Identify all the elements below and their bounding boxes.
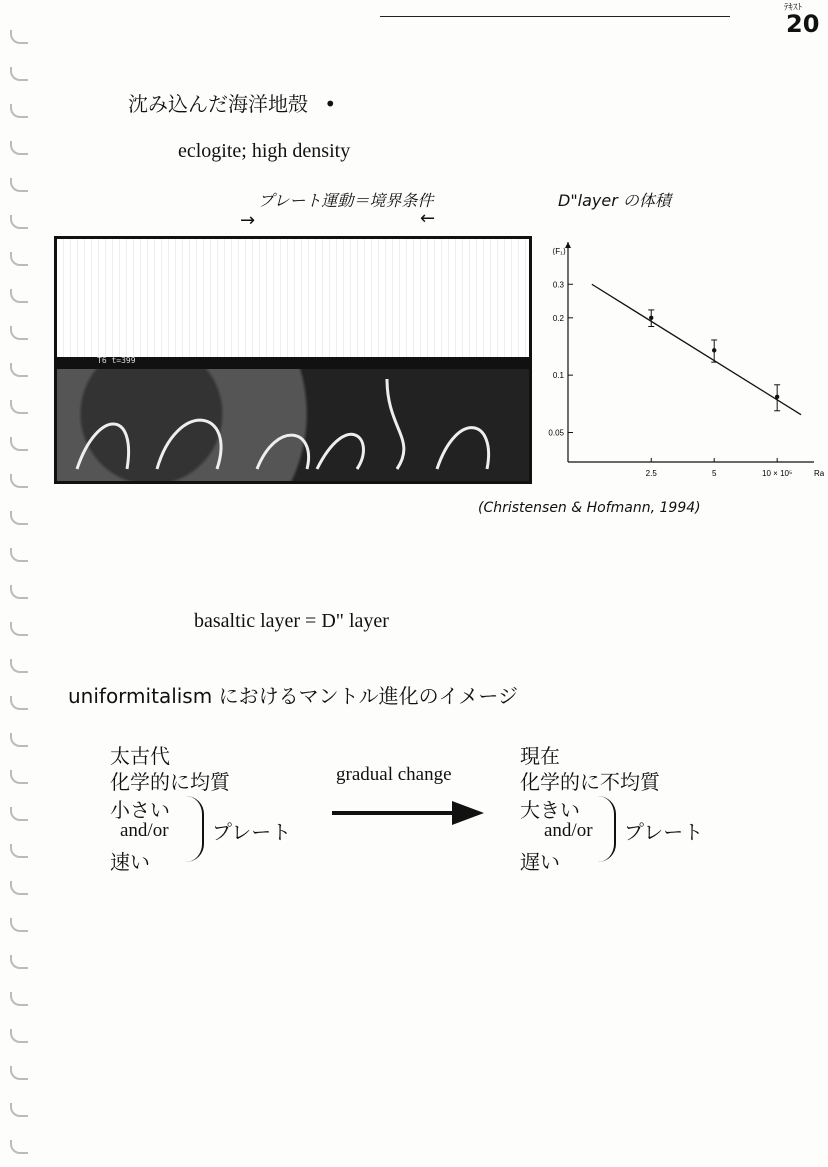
binder-ring <box>10 215 28 229</box>
left-size: 小さい <box>110 798 170 822</box>
section1-title-text: 沈み込んだ海洋地殻 <box>128 92 308 116</box>
x-tick-label: 2.5 <box>645 469 657 478</box>
left-plate: プレート <box>212 820 292 844</box>
section3-title: uniformitalism におけるマントル進化のイメージ <box>68 684 518 708</box>
binder-ring <box>10 30 28 44</box>
left-speed: 速い <box>110 850 150 874</box>
right-plate: プレート <box>624 820 704 844</box>
plate-motion-note: プレート運動＝境界条件 <box>258 191 434 210</box>
y-tick-label: 0.3 <box>552 280 564 290</box>
data-point <box>649 316 653 320</box>
data-point <box>775 395 779 399</box>
sim-swirls <box>57 369 529 481</box>
binder-ring <box>10 1103 28 1117</box>
section1-title <box>128 88 336 117</box>
binder-ring <box>10 289 28 303</box>
left-era: 太古代 <box>110 744 170 768</box>
left-andor: and/or <box>120 820 169 841</box>
fit-line <box>592 284 801 414</box>
binder-ring <box>10 363 28 377</box>
right-andor: and/or <box>544 820 593 841</box>
binder-ring <box>10 1029 28 1043</box>
x-tick-label: 5 <box>711 469 717 478</box>
arrow-right-note: → <box>240 210 256 231</box>
binder-ring <box>10 178 28 192</box>
binder-ring <box>10 992 28 1006</box>
binder-ring <box>10 770 28 784</box>
dlayer-volume-note: D"layer の体積 <box>558 191 671 210</box>
binder-ring <box>10 844 28 858</box>
x-axis-label: Ra <box>814 469 824 478</box>
binder-ring <box>10 622 28 636</box>
arrow-left-note: ← <box>420 208 436 229</box>
binder-ring <box>10 252 28 266</box>
left-chem: 化学的に均質 <box>110 770 230 794</box>
binder-ring <box>10 918 28 932</box>
binder-ring <box>10 1140 28 1154</box>
right-bracket <box>598 796 616 862</box>
page-number: 20 <box>786 10 820 38</box>
y-tick-label: 0.05 <box>548 428 564 438</box>
binder-ring <box>10 955 28 969</box>
binder-ring <box>10 437 28 451</box>
gradual-change-arrow <box>330 798 486 828</box>
binder-ring <box>10 733 28 747</box>
binder-ring <box>10 326 28 340</box>
binder-ring <box>10 696 28 710</box>
binder-ring <box>10 67 28 81</box>
right-speed: 遅い <box>520 850 560 874</box>
right-chem: 化学的に不均質 <box>520 770 660 794</box>
x-tick-label: 10 × 10⁵ <box>762 469 793 478</box>
mantle-convection-figure <box>54 236 532 484</box>
y-tick-label: 0.1 <box>552 371 564 381</box>
right-era: 現在 <box>520 744 560 768</box>
binder-ring <box>10 104 28 118</box>
binder-ring <box>10 548 28 562</box>
binder-ring <box>10 807 28 821</box>
sim-label: T6 t=399 <box>97 356 136 365</box>
basaltic-equation: basaltic layer = D" layer <box>194 610 389 632</box>
binder-ring <box>10 659 28 673</box>
header-lines <box>380 10 730 17</box>
y-axis-label: ⟨F₁⟩ <box>552 247 566 256</box>
binder-ring <box>10 400 28 414</box>
citation: (Christensen & Hofmann, 1994) <box>478 500 701 516</box>
right-size: 大きい <box>520 798 580 822</box>
data-point <box>712 348 716 352</box>
dlayer-chart <box>534 234 824 484</box>
bullet: • <box>324 92 337 116</box>
binder-ring <box>10 881 28 895</box>
binder-ring <box>10 474 28 488</box>
corner-mark: ﾃｷｽﾄ <box>784 3 803 13</box>
binder-ring <box>10 141 28 155</box>
sim-upper-mantle <box>57 239 529 357</box>
binder-ring <box>10 585 28 599</box>
binder-ring <box>10 511 28 525</box>
section1-subtitle: eclogite; high density <box>178 140 351 162</box>
sim-boundary-band <box>57 357 529 369</box>
sim-lower-mantle <box>57 369 529 481</box>
left-bracket <box>186 796 204 862</box>
gradual-change-label: gradual change <box>336 764 452 785</box>
binder-ring <box>10 1066 28 1080</box>
y-tick-label: 0.2 <box>552 313 564 323</box>
